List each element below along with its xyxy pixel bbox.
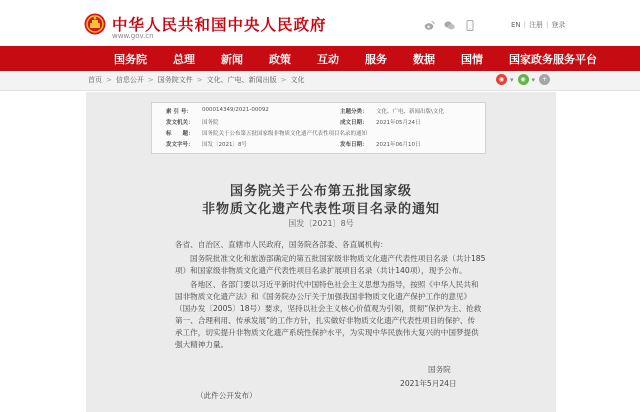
meta-label-publish-date: 发布日期：: [340, 142, 368, 148]
meta-publish-date: 2021年06月10日: [376, 142, 421, 148]
paragraph-2-line: 强大精神力量。: [175, 340, 229, 349]
meta-label-doc-no: 发文字号：: [166, 142, 194, 148]
document-title-line-1: 国务院关于公布第五批国家级: [229, 184, 412, 199]
nav-item-policy[interactable]: 政策: [269, 52, 291, 66]
paragraph-2-line: （国办发〔2005〕18号）要求，坚持以社会主义核心价值观为引领，贯彻“保护为主、抢救: [175, 304, 482, 313]
document-number: 国发〔2021〕8号: [288, 219, 354, 228]
wechat-share-icon[interactable]: ◉: [518, 74, 529, 85]
main-nav: [0, 46, 640, 71]
meta-label-title: 标 题：: [166, 131, 194, 137]
site-url: www.gov.cn: [112, 32, 154, 40]
wechat-share-dropdown-icon[interactable]: ▾: [531, 75, 536, 84]
meta-label-issuer: 发文机关：: [166, 120, 194, 126]
publication-note: （此件公开发布）: [196, 391, 257, 400]
nav-item-news[interactable]: 新闻: [221, 52, 243, 66]
site-title[interactable]: 中华人民共和国中央人民政府: [112, 16, 327, 34]
nav-item-premier[interactable]: 总理: [173, 52, 195, 66]
paragraph-2-line: 承工作，切实提升非物质文化遗产系统性保护水平，为实现中华民族伟大复兴的中国梦提供: [175, 328, 479, 337]
more-share-icon[interactable]: +: [539, 74, 550, 85]
paragraph-1-line: 国务院批准文化和旅游部确定的第五批国家级非物质文化遗产代表性项目名录（共计185: [190, 254, 486, 263]
lang-en-link[interactable]: EN: [511, 21, 521, 29]
meta-written-date: 2021年05月24日: [376, 120, 421, 126]
meta-title: 国务院关于公布第五批国家级非物质文化遗产代表性项目名录的通知: [202, 131, 368, 137]
share-group: [496, 74, 557, 85]
nav-item-services[interactable]: 服务: [365, 52, 387, 66]
breadcrumb-culture-media[interactable]: 文化、广电、新闻出版: [206, 76, 277, 84]
breadcrumb-culture[interactable]: 文化: [290, 76, 305, 84]
breadcrumb: 首页 > 信息公开 > 国务院文件 > 文化、广电、新闻出版 > 文化: [88, 76, 305, 84]
meta-label-written-date: 成文日期：: [340, 120, 368, 126]
document-metadata-table: [151, 102, 486, 154]
sign-date: 2021年5月24日: [400, 379, 457, 388]
breadcrumb-info-disclosure[interactable]: 信息公开: [115, 76, 144, 84]
paragraph-2-line: 国非物质文化遗产法》和《国务院办公厅关于加强我国非物质文化遗产保护工作的意见》: [175, 292, 472, 301]
nav-item-state-council[interactable]: 国务院: [114, 52, 147, 66]
weibo-icon[interactable]: [424, 20, 435, 31]
document-salutation: 各省、自治区、直辖市人民政府，国务院各部委、各直属机构：: [175, 240, 388, 249]
national-emblem-icon[interactable]: [84, 13, 106, 35]
meta-label-category: 主题分类：: [340, 109, 368, 115]
signer: 国务院: [428, 365, 451, 374]
paragraph-2-line: 各地区、各部门要以习近平新时代中国特色社会主义思想为指导，按照《中华人民共和: [190, 280, 479, 289]
top-icon-group: [424, 20, 484, 31]
meta-label-index: 索 引 号：: [166, 109, 192, 115]
site-header: [0, 0, 640, 46]
top-links: EN | 注册 | 登录: [511, 21, 566, 29]
document-title-line-2: 非物质文化遗产代表性项目名录的通知: [201, 202, 440, 217]
login-link[interactable]: 登录: [551, 21, 566, 29]
wechat-icon[interactable]: [444, 20, 455, 31]
register-link[interactable]: 注册: [529, 21, 544, 29]
nav-item-interaction[interactable]: 互动: [317, 52, 339, 66]
meta-issuer: 国务院: [202, 120, 219, 126]
meta-category: 文化、广电、新闻出版\文化: [376, 109, 444, 115]
meta-doc-no: 国发〔2021〕8号: [202, 142, 247, 148]
meta-index-no: 000014349/2021-00092: [202, 107, 269, 113]
paragraph-1-line: 项）和国家级非物质文化遗产代表性项目名录扩展项目名录（共计140项），现予公布。: [175, 266, 467, 275]
breadcrumb-home[interactable]: 首页: [88, 76, 102, 84]
nav-item-data[interactable]: 数据: [413, 52, 435, 66]
weibo-share-icon[interactable]: ◉: [496, 74, 507, 85]
nav-item-service-platform[interactable]: 国家政务服务平台: [509, 52, 597, 66]
breadcrumb-bar: [0, 71, 640, 91]
paragraph-2-line: 第一、合理利用、传承发展”的工作方针，扎实做好非物质文化遗产代表性项目的保护、传: [175, 316, 476, 325]
mobile-icon[interactable]: [464, 20, 475, 31]
weibo-share-dropdown-icon[interactable]: ▾: [510, 75, 514, 84]
nav-item-national-info[interactable]: 国情: [461, 52, 483, 66]
breadcrumb-state-council-docs[interactable]: 国务院文件: [157, 76, 193, 84]
